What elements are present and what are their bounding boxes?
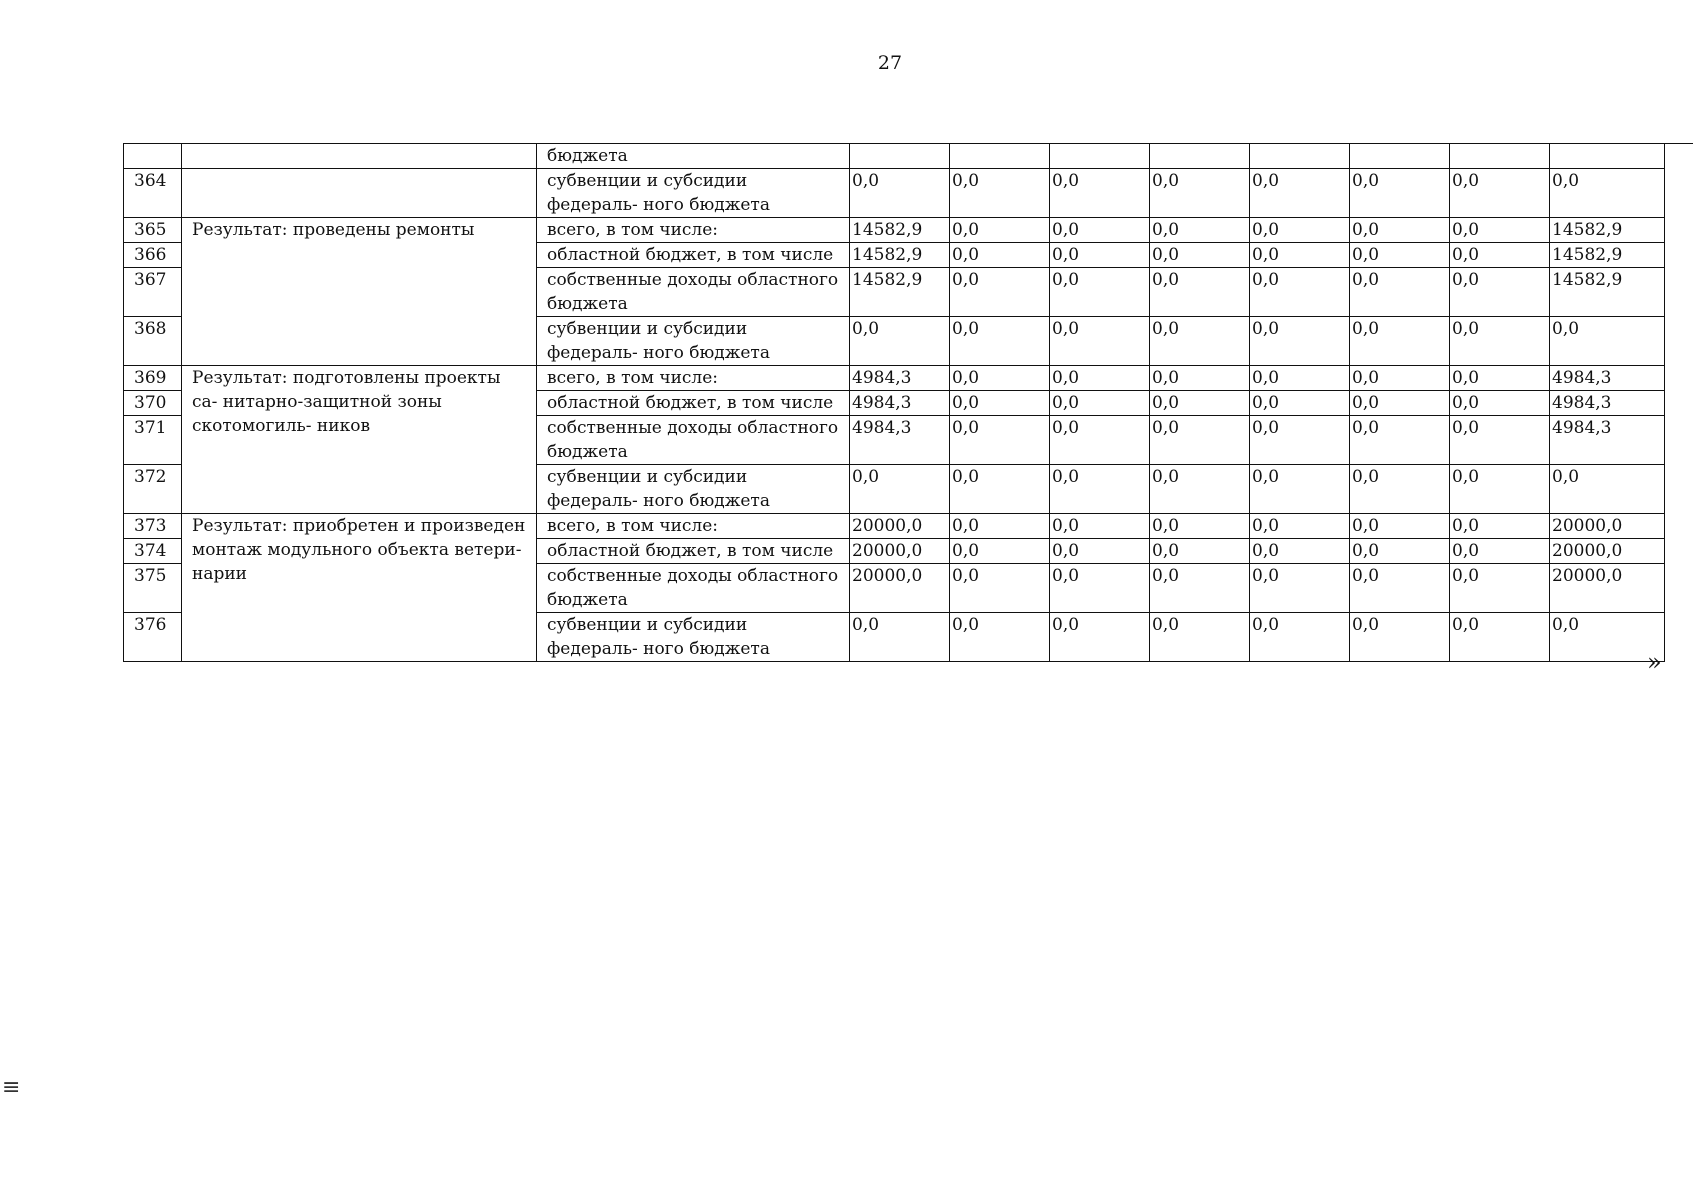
value-cell: 14582,9 [850,243,950,268]
row-number-cell: 368 [124,317,182,366]
value-cell: 0,0 [1150,366,1250,391]
value-cell: 0,0 [1250,465,1350,514]
value-cell: 0,0 [1550,169,1665,218]
value-cell: 0,0 [1450,416,1550,465]
source-cell: областной бюджет, в том числе [537,243,850,268]
source-cell: субвенции и субсидии федераль- ного бюджета [537,465,850,514]
value-cell: 0,0 [1250,366,1350,391]
table-top-rule [1663,143,1693,144]
value-cell [1350,144,1450,169]
value-cell: 0,0 [1050,465,1150,514]
value-cell: 0,0 [850,317,950,366]
value-cell: 14582,9 [850,218,950,243]
value-cell: 0,0 [950,539,1050,564]
value-cell: 0,0 [1150,218,1250,243]
value-cell: 0,0 [1150,391,1250,416]
value-cell: 0,0 [1050,416,1150,465]
row-number-cell: 376 [124,613,182,662]
value-cell: 0,0 [1150,465,1250,514]
value-cell: 0,0 [1150,564,1250,613]
source-cell: субвенции и субсидии федераль- ного бюджета [537,169,850,218]
row-number-cell: 365 [124,218,182,243]
source-cell: всего, в том числе: [537,366,850,391]
table-row [124,514,1665,539]
result-cell: Результат: подготовлены проекты са- нитарно-защитной зоны скотомогиль- ников [182,366,537,514]
value-cell: 0,0 [850,465,950,514]
value-cell: 0,0 [1250,416,1350,465]
value-cell: 0,0 [1050,539,1150,564]
value-cell: 0,0 [950,317,1050,366]
value-cell: 0,0 [1050,366,1150,391]
continuation-row [124,144,1665,169]
value-cell: 0,0 [1050,268,1150,317]
source-cell: субвенции и субсидии федераль- ного бюджета [537,613,850,662]
budget-table [123,143,1665,662]
value-cell: 14582,9 [1550,218,1665,243]
value-cell: 20000,0 [850,564,950,613]
value-cell: 0,0 [1450,268,1550,317]
value-cell: 0,0 [1250,564,1350,613]
value-cell: 0,0 [1350,391,1450,416]
value-cell: 0,0 [1150,514,1250,539]
row-number-cell: 373 [124,514,182,539]
value-cell: 0,0 [1450,539,1550,564]
value-cell [850,144,950,169]
value-cell: 0,0 [950,514,1050,539]
value-cell: 0,0 [1050,564,1150,613]
value-cell [1150,144,1250,169]
row-number-cell: 366 [124,243,182,268]
value-cell: 0,0 [1350,539,1450,564]
source-cell: всего, в том числе: [537,514,850,539]
closing-quote-mark: » [1647,648,1662,676]
value-cell: 0,0 [950,243,1050,268]
value-cell: 0,0 [1450,218,1550,243]
row-number-cell: 369 [124,366,182,391]
value-cell: 0,0 [950,613,1050,662]
budget-table-body [124,144,1665,662]
value-cell: 20000,0 [1550,539,1665,564]
value-cell: 0,0 [1350,243,1450,268]
value-cell: 0,0 [1150,243,1250,268]
result-cell [182,169,537,218]
value-cell: 14582,9 [850,268,950,317]
value-cell: 0,0 [1550,613,1665,662]
value-cell: 0,0 [950,391,1050,416]
table-row [124,366,1665,391]
value-cell: 14582,9 [1550,268,1665,317]
value-cell: 0,0 [1350,169,1450,218]
row-number-cell: 364 [124,169,182,218]
value-cell: 0,0 [1550,317,1665,366]
value-cell [1050,144,1150,169]
value-cell: 0,0 [850,169,950,218]
value-cell [1250,144,1350,169]
value-cell: 0,0 [1050,243,1150,268]
row-number-cell: 371 [124,416,182,465]
value-cell: 20000,0 [850,514,950,539]
source-cell: собственные доходы областного бюджета [537,564,850,613]
value-cell: 4984,3 [850,416,950,465]
value-cell: 0,0 [1450,366,1550,391]
value-cell: 0,0 [850,613,950,662]
value-cell: 0,0 [1250,218,1350,243]
value-cell: 0,0 [1050,391,1150,416]
value-cell: 0,0 [1050,514,1150,539]
value-cell: 4984,3 [850,391,950,416]
value-cell: 0,0 [950,218,1050,243]
value-cell: 0,0 [1050,169,1150,218]
value-cell [1550,144,1665,169]
source-cell: собственные доходы областного бюджета [537,416,850,465]
value-cell: 0,0 [1150,268,1250,317]
value-cell: 0,0 [950,465,1050,514]
row-number-cell: 375 [124,564,182,613]
source-cell: областной бюджет, в том числе [537,391,850,416]
value-cell: 0,0 [950,366,1050,391]
value-cell: 0,0 [1350,416,1450,465]
row-number-cell: 367 [124,268,182,317]
page-number: 27 [877,52,903,74]
source-cell: собственные доходы областного бюджета [537,268,850,317]
value-cell: 0,0 [1450,391,1550,416]
value-cell: 4984,3 [850,366,950,391]
value-cell: 0,0 [1350,564,1450,613]
table-row [124,218,1665,243]
value-cell: 0,0 [1450,243,1550,268]
value-cell: 0,0 [1450,613,1550,662]
source-cell: всего, в том числе: [537,218,850,243]
value-cell: 0,0 [1250,539,1350,564]
result-cell [182,144,537,169]
value-cell: 0,0 [1050,218,1150,243]
row-number-cell: 374 [124,539,182,564]
value-cell: 0,0 [1350,268,1450,317]
result-cell: Результат: приобретен и произведен монтаж модульного объекта ветери- нарии [182,514,537,662]
row-number-cell: 372 [124,465,182,514]
value-cell: 20000,0 [1550,564,1665,613]
value-cell: 0,0 [950,564,1050,613]
value-cell: 0,0 [950,416,1050,465]
value-cell: 0,0 [1250,243,1350,268]
source-cell: субвенции и субсидии федераль- ного бюджета [537,317,850,366]
value-cell: 0,0 [1350,317,1450,366]
value-cell: 0,0 [1250,613,1350,662]
value-cell [1450,144,1550,169]
value-cell: 20000,0 [1550,514,1665,539]
value-cell: 0,0 [1150,539,1250,564]
result-cell: Результат: проведены ремонты [182,218,537,366]
value-cell: 0,0 [1350,218,1450,243]
value-cell: 0,0 [1250,169,1350,218]
value-cell: 0,0 [1450,564,1550,613]
value-cell: 0,0 [1150,613,1250,662]
value-cell: 4984,3 [1550,366,1665,391]
value-cell: 0,0 [1450,317,1550,366]
value-cell: 4984,3 [1550,416,1665,465]
value-cell: 0,0 [1150,169,1250,218]
edge-scan-mark: ≡ [2,1075,21,1100]
value-cell: 0,0 [1550,465,1665,514]
value-cell: 0,0 [1250,268,1350,317]
value-cell: 0,0 [1450,465,1550,514]
table-row [124,169,1665,218]
value-cell: 0,0 [1050,317,1150,366]
value-cell: 0,0 [1350,465,1450,514]
value-cell: 0,0 [1150,317,1250,366]
value-cell: 0,0 [1050,613,1150,662]
value-cell: 14582,9 [1550,243,1665,268]
value-cell: 0,0 [1250,514,1350,539]
value-cell: 0,0 [1250,317,1350,366]
row-number-cell [124,144,182,169]
value-cell: 0,0 [1250,391,1350,416]
row-number-cell: 370 [124,391,182,416]
value-cell: 0,0 [1350,613,1450,662]
value-cell: 20000,0 [850,539,950,564]
value-cell: 0,0 [1450,514,1550,539]
value-cell: 4984,3 [1550,391,1665,416]
value-cell: 0,0 [950,268,1050,317]
value-cell: 0,0 [950,169,1050,218]
value-cell: 0,0 [1450,169,1550,218]
value-cell: 0,0 [1350,514,1450,539]
value-cell: 0,0 [1350,366,1450,391]
value-cell: 0,0 [1150,416,1250,465]
value-cell [950,144,1050,169]
source-cell: областной бюджет, в том числе [537,539,850,564]
source-cell: бюджета [537,144,850,169]
